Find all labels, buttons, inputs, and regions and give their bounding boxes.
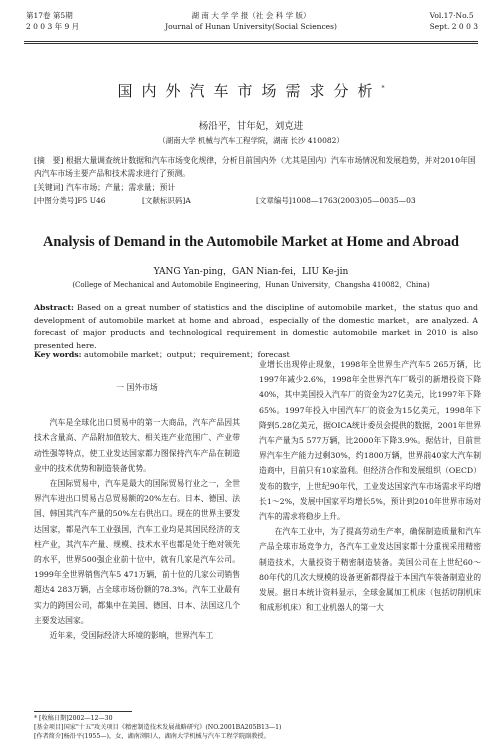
footnote-author: [作者简介]杨沿平(1955—)，女，湖南浏阳人，湖南大学机械与汽车工程学院副教授。 [34, 733, 270, 740]
section-heading: 一 国外市场 [116, 383, 158, 392]
header-right [430, 10, 478, 32]
abstract-en-label: Abstract: [34, 303, 74, 312]
title-footnote-mark: * [381, 85, 385, 92]
document-code: [文献标识码]A [142, 196, 191, 205]
body-paragraph: 在国际贸易中，汽车是最大的国际贸易行业之一，全世界汽车进出口贸易占总贸易额的20%左右。日本、德国、法国、韩国其汽车产量的50%左右供出口。现在的世界主要发达国家，都是汽车工业强国，汽车工业均是其国民经济的支柱产业，其汽车产量、规模、技术水平也都是处于绝对领先的水平，世界500强企业前十位中，就有几家是汽车公司。1999年全世界销售汽车5 471万辆，前十位的几家公司销售超达4 283万辆，占全球市场份额的78.3%。汽车工业最有实力的跨国公司，都集中在美国、德国、日本、法国这几个主要发达国家。 [34, 479, 240, 625]
header-rule-bottom [24, 43, 478, 44]
body-column-left [34, 356, 240, 643]
abstract-zh-label: [摘 要] [34, 156, 64, 165]
authors-zh: 杨沿平，甘年妃，刘克进 [198, 121, 304, 132]
footnotes [34, 714, 474, 741]
footnote-rule [34, 711, 132, 712]
body-paragraph: 在汽车工业中，为了提高劳动生产率，确保制造质量和汽车产品全球市场竞争力，各汽车工业发达国家都十分重视采用精密制造技术，大量投资于精密制造装备。美国公司在上世纪60～80年代的几次大规模的设备更新都得益于本国汽车装备制造业的发展。据日本统计资料显示，全球金属加工机床（包括切削机床和成形机床）和工业机器人的第一大 [259, 527, 481, 613]
keywords-en-label: Key words: [34, 350, 82, 359]
body-paragraph: 业增长出现停止现象，1998年全世界生产汽车5 265万辆，比1997年减少2.6%，1998年全世界汽车厂吸引的新增投资下降40%，其中美国投入汽车厂的资金为27亿美元，比1997年下降65%。1997年投入中国汽车厂的资金为15亿美元，1998年下降到5.28亿美元，据OICA统计委员会提供的数据，2001年世界汽车产量为5 577万辆，比2000年下降3.9%。据估计，目前世界汽车生产能力过剩30%，约1800万辆，世界前40家大汽车制造商中，目前只有10家盈利。但经济合作和发展组织（OECD）发布的数字，上世纪90年代，工业发达国家汽车市场需求平均增长1～2%，发展中国家平均增长5%，预计到2010年世界市场对汽车的需求将稳步上升。 [259, 360, 482, 522]
abstract-en-text: Based on a great number of statistics and the discipline of automobile market，the status quo and development of automobile market at home and abroad，especially of the domestic market，are analyzed. A forecast of major products and technological requirement in domestic automobile market in 2010 is also presented here. [34, 303, 479, 350]
affiliation-en: (College of Mechanical and Automobile Engineering，Hunan University，Changsha 410082，China) [72, 281, 430, 289]
affiliation-zh: （湖南大学 机械与汽车工程学院，湖南 长沙 410082） [158, 136, 344, 145]
keywords-zh-label: [关键词] [34, 183, 64, 192]
journal-title-zh: 湖 南 大 学 学 报（社 会 科 学 版） [191, 11, 311, 20]
abstract-en [34, 302, 478, 352]
running-header [0, 10, 502, 40]
vol-issue-zh: 第17卷 第5期 [26, 11, 73, 20]
vol-issue-en: Vol.17·No.5 [429, 11, 474, 20]
header-rule-top [24, 41, 478, 42]
clc-number: [中图分类号]F5 U46 [34, 196, 106, 205]
abstract-zh-text: 根据大量调查统计数据和汽车市场变化规律，分析目前国内外（尤其是国内）汽车市场情况和发展趋势，并对2010年国内汽车市场主要产品和技术需求进行了预测。 [34, 156, 476, 178]
date-zh: 2 0 0 3 年 9 月 [26, 22, 80, 31]
header-center [0, 10, 502, 32]
footnote-funding: [基金项目]国家"十五"攻关项目《精密制造技术发展战略研究》(NO.2001BA205B13—1) [34, 724, 282, 731]
keywords-en-text: automobile market；output；requirement；forecast [84, 350, 290, 359]
body-paragraph: 汽车是全球化出口贸易中的第一大商品，汽车产品因其技术含量高、产品附加值较大、相关连产业范围广、产业带动性强等特点，使工业发达国家都力图保持汽车产品在制造业中的技术优势和制造装备优势。 [34, 418, 240, 473]
body-paragraph: 近年来，受国际经济大环境的影响，世界汽车工 [49, 631, 214, 641]
date-en: Sept. 2 0 0 3 [429, 22, 478, 31]
journal-title-en: Journal of Hunan University(Social Sciences) [165, 22, 337, 31]
body-column-right [259, 357, 481, 615]
title-zh-text: 国内外汽车市场需求分析 [117, 82, 382, 100]
keywords-zh [34, 182, 476, 194]
footnote-received: * [收稿日期]2002—12—30 [34, 715, 113, 722]
paper-title-zh [0, 80, 502, 101]
abstract-zh [34, 155, 476, 180]
paper-title-en: Analysis of Demand in the Automobile Market at Home and Abroad [43, 234, 459, 250]
keywords-zh-text: 汽车市场；产量；需求量；预计 [65, 183, 176, 192]
article-number: [文章编号]1008—1763(2003)05—0035—03 [256, 196, 416, 205]
authors-en: YANG Yan-ping，GAN Nian-fei，LIU Ke-jin [153, 267, 349, 277]
